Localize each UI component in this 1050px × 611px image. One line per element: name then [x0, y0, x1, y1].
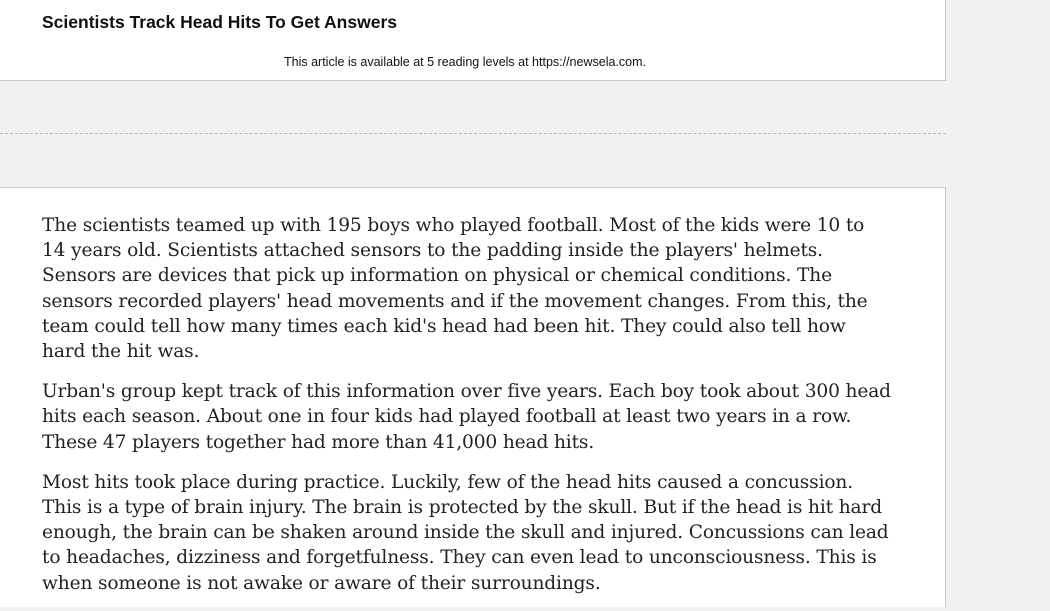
reading-levels-notice: This article is available at 5 reading levels at https://newsela.com.: [284, 55, 646, 69]
article-paragraph: Urban's group kept track of this information over five years. Each boy took about 300 head hits each season. About one in four kids had played football at least two years in a row. These 47 players together had more than 41,000 head hits.: [42, 381, 891, 453]
article-paragraph: Most hits took place during practice. Luckily, few of the head hits caused a concussion. This is a type of brain injury. The brain is protected by the skull. But if the head is hit hard enough, the brain can be shaken around inside the skull and injured. Concussions can lead to headaches, dizziness and forgetfulness. They can even lead to unconsciousness. This is when someone is not awake or aware of their surroundings.: [42, 471, 889, 594]
page-2: [0, 187, 946, 607]
article-body: [42, 213, 892, 611]
page-break-divider: [0, 133, 946, 134]
article-paragraph: The scientists teamed up with 195 boys who played football. Most of the kids were 10 to 14 years old. Scientists attached sensors to the padding inside the players' helmets. Sensors are devices that pick up information on physical or chemical conditions. The sensors recorded players' head movements and if the movement changes. From this, the team could tell how many times each kid's head had been hit. They could also tell how hard the hit was.: [42, 215, 868, 363]
document-title: Scientists Track Head Hits To Get Answers: [42, 12, 397, 32]
page-1-footer-area: [0, 0, 946, 81]
